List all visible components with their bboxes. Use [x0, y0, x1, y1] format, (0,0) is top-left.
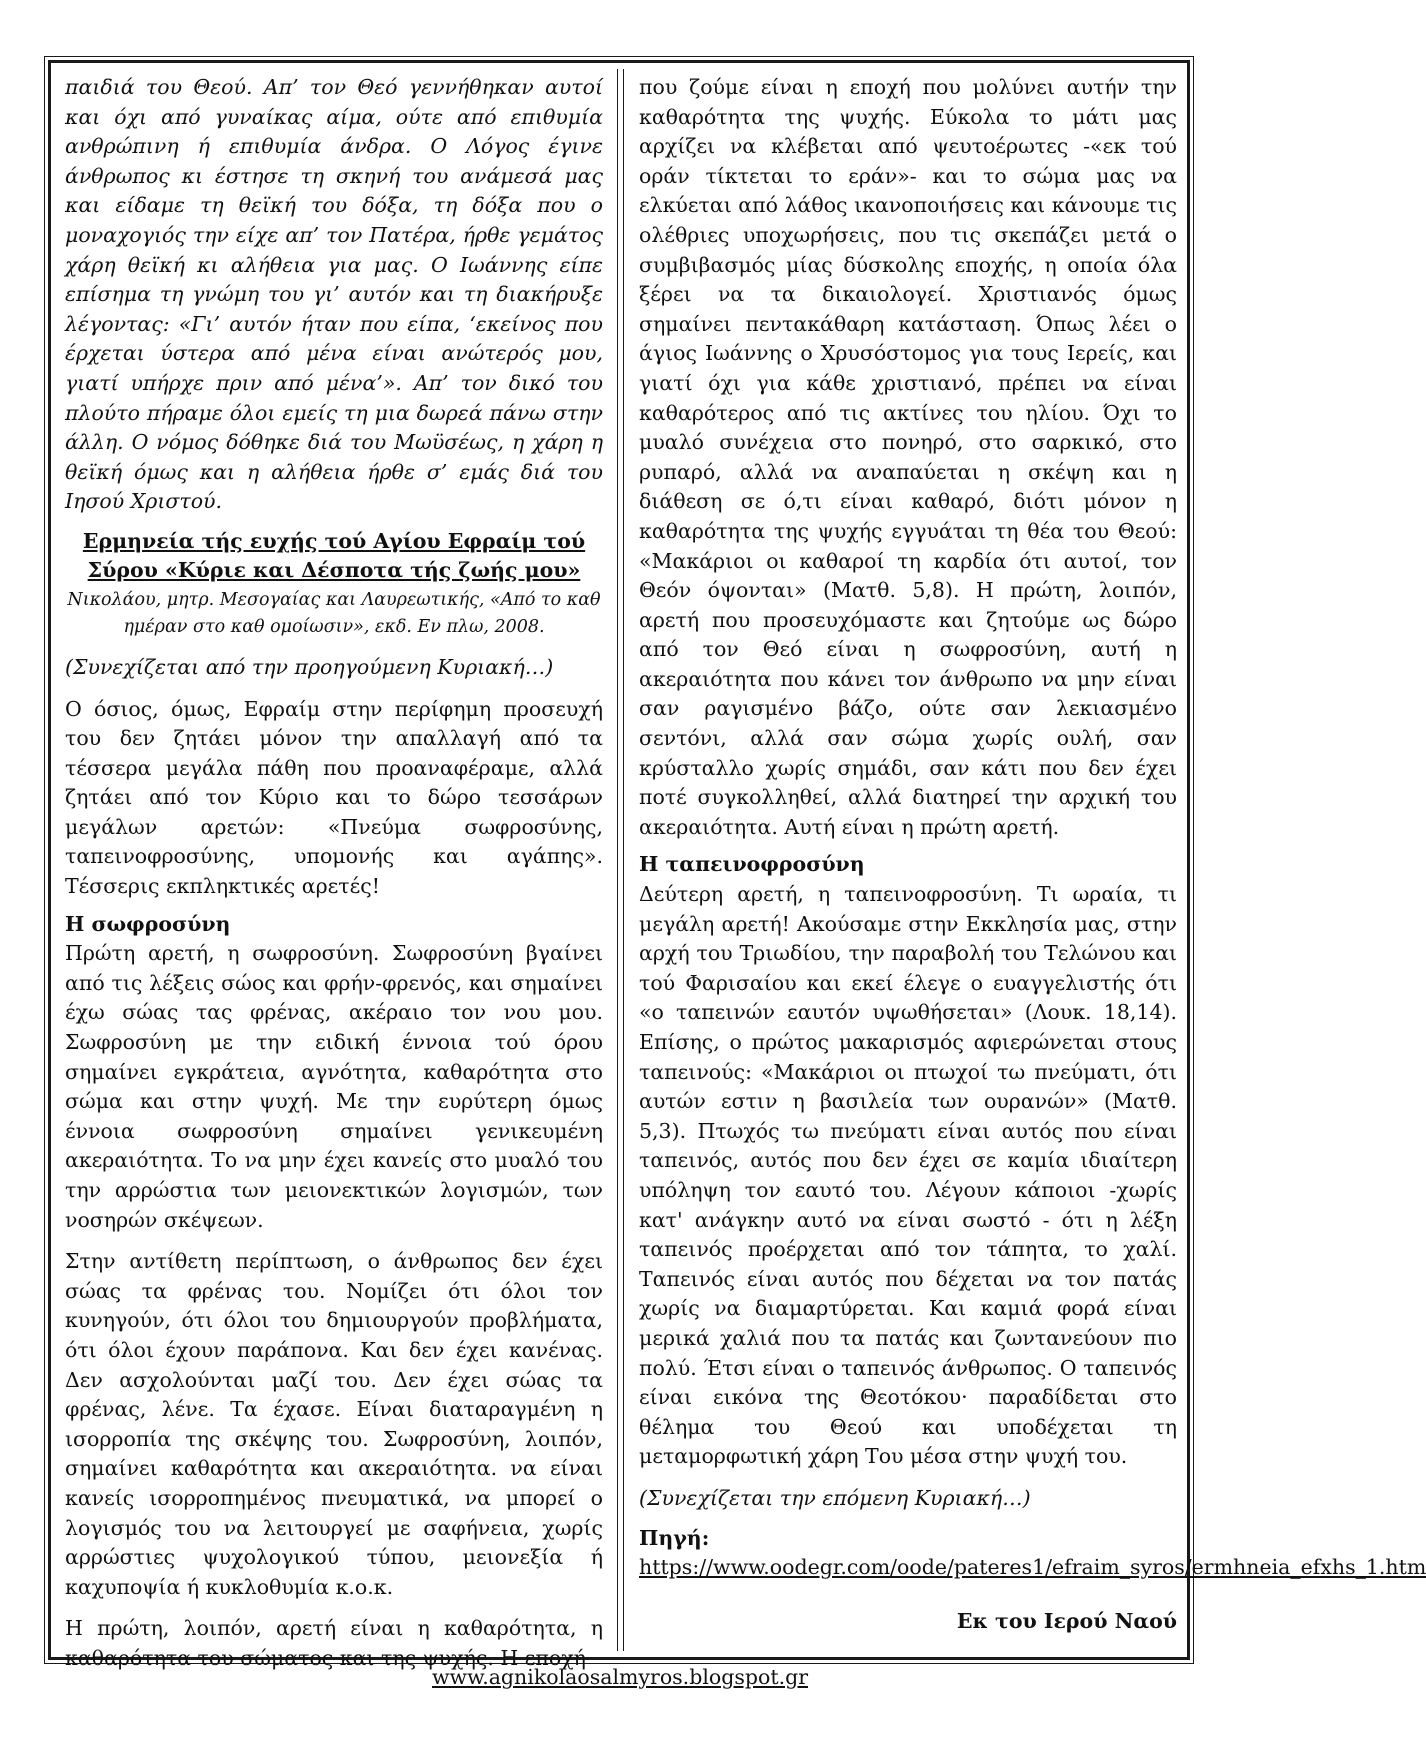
section-heading-humility: Η ταπεινοφροσύνη	[639, 852, 865, 877]
section-heading-sophrosyne: Η σωφροσύνη	[65, 911, 231, 936]
continued-next-note: (Συνεχίζεται την επόμενη Κυριακή…)	[639, 1485, 1031, 1510]
left-column	[65, 73, 603, 1674]
sophrosyne-paragraph-1: Πρώτη αρετή, η σωφροσύνη. Σωφροσύνη βγαίνει από τις λέξεις σώος και φρήν-φρενός, και σημαίνει έχω σώας τας φρένας, ακέραιο τον νου μου. Σωφροσύνη με την ειδική έννοια τού όρου σημαίνει εγκράτεια, αγνότητα, καθαρότητα στο σώμα και στην ψυχή. Με την ευρύτερη όμως έννοια σωφροσύνη σημαίνει γενικευμένη ακεραιότητα. Το να μην έχει κανείς στο μυαλό του την αρρώστια των μειονεκτικών λογισμών, των νοσηρών σκέψεων.	[65, 941, 603, 1232]
continued-from-note: (Συνεχίζεται από την προηγούμενη Κυριακή…)	[65, 654, 554, 679]
intro-paragraph: Ο όσιος, όμως, Εφραίμ στην περίφημη προσευχή του δεν ζητάει μόνον την απαλλαγή από τα τέσσερα μεγάλα πάθη που προαναφέραμε, αλλά ζητάει από τον Κύριο και το δώρο τεσσάρων μεγάλων αρετών: «Πνεύμα σωφροσύνης, ταπεινοφροσύνης, υπομονής και αγάπης». Τέσσερις εκπληκτικές αρετές!	[65, 696, 603, 899]
article-title: Ερμηνεία τής ευχής τού Αγίου Εφραίμ τού Σύρου «Κύριε και Δέσποτα τής ζωής μου»	[82, 528, 586, 582]
column-divider	[617, 69, 624, 1651]
page-frame	[48, 60, 1426, 1670]
signature: Εκ του Ιερού Ναού	[956, 1608, 1177, 1633]
source-label: Πηγή:	[639, 1525, 710, 1550]
source-link[interactable]: https://www.oodegr.com/oode/pateres1/efraim_syros/ermhneia_efxhs_1.htm	[639, 1555, 1426, 1580]
sophrosyne-paragraph-2: Στην αντίθετη περίπτωση, ο άνθρωπος δεν έχει σώας τα φρένας του. Νομίζει ότι όλοι τον κυνηγούν, ότι όλοι του δημιουργούν προβλήματα, ότι όλοι έχουν παράπονα. Και δεν έχει κανένας. Δεν ασχολούνται μαζί του. Δεν έχει σώας τα φρένας, λένε. Τα έχασε. Είναι διαταραγμένη η ισορροπία της σκέψης του. Σωφροσύνη, λοιπόν, σημαίνει καθαρότητα και ακεραιότητα. να είναι κανείς ισορροπημένος πνευματικά, να μπορεί ο λογισμός του να λειτουργεί με σαφήνεια, χωρίς αρρώστιες ψυχολογικού τύπου, μειονεξία ή καχυποψία ή κυκλοθυμία κ.ο.κ.	[65, 1249, 603, 1599]
humility-paragraph: Δεύτερη αρετή, η ταπεινοφροσύνη. Τι ωραία, τι μεγάλη αρετή! Ακούσαμε στην Εκκλησία μας, στην αρχή του Τριωδίου, την παραβολή του Τελώνου και τού Φαρισαίου και εκεί έλεγε ο ευαγγελιστής ότι «ο ταπεινών εαυτόν υψωθήσεται» (Λουκ. 18,14). Επίσης, ο πρώτος μακαρισμός αφιερώνεται στους ταπεινούς: «Μακάριοι οι πτωχοί τω πνεύματι, ότι αυτών εστιν η βασιλεία των ουρανών» (Ματθ. 5,3). Πτωχός τω πνεύματι είναι αυτός που είναι ταπεινός, αυτός που δεν έχει σε καμία ιδιαίτερη υπόληψη τον εαυτό του. Λέγουν κάποιοι -χωρίς κατ' ανάγκην αυτό να είναι σωστό - ότι η λέξη ταπεινός προέρχεται από τον τάπητα, το χαλί. Ταπεινός είναι αυτός που δέχεται να τον πατάς χωρίς να διαμαρτύρεται. Και καμιά φορά είναι μερικά χαλιά που τα πατάς και ζωντανεύουν πιο πολύ. Έτσι είναι ο ταπεινός άνθρωπος. Ο ταπεινός είναι εικόνα της Θεοτόκου· παραδίδεται στο θέλημα του Θεού και υποδέχεται τη μεταμορφωτική χάρη Του μέσα στην ψυχή του.	[639, 882, 1177, 1469]
sophrosyne-continuation: που ζούμε είναι η εποχή που μολύνει αυτήν την καθαρότητα της ψυχής. Εύκολα το μάτι μας αρχίζει να κλέβεται από ψευτοέρωτες -«εκ τού οράν τίκτεται το εράν»- και το σώμα μας να ελκύεται από λάθος ικανοποιήσεις και κάνουμε τις ολέθριες υποχωρήσεις, που τις σκεπάζει μετά ο συμβιβασμός μίας δύσκολης εποχής, η οποία όλα ξέρει να τα δικαιολογεί. Χριστιανός όμως σημαίνει πεντακάθαρη κατάσταση. Όπως λέει ο άγιος Ιωάννης ο Χρυσόστομος για τους Ιερείς, και γιατί όχι για κάθε χριστιανό, πρέπει να είναι καθαρότερος από τις ακτίνες του ηλίου. Όχι το μυαλό συνέχεια στο πονηρό, στο σαρκικό, στο ρυπαρό, αλλά να αναπαύεται η σκέψη και η διάθεση σε ό,τι είναι καθαρό, διότι μόνον η καθαρότητα της ψυχής εγγυάται τη θέα του Θεού: «Μακάριοι οι καθαροί τη καρδία ότι αυτοί, τον Θεόν όψονται» (Ματθ. 5,8). Η πρώτη, λοιπόν, αρετή που προσευχόμαστε και ζητούμε ως δώρο από τον Θεό είναι η σωφροσύνη, αυτή η ακεραιότητα που κάνει τον άνθρωπο να μην είναι σαν ραγισμένο βάζο, ούτε σαν λεκιασμένο σεντόνι, αλλά σαν σώμα χωρίς ουλή, σαν κρύσταλλο χωρίς σημάδι, σαν κάτι που δεν έχει ποτέ συγκολληθεί, αλλά διατηρεί την αρχική του ακεραιότητα. Αυτή είναι η πρώτη αρετή.	[639, 75, 1177, 839]
right-column	[639, 73, 1426, 1636]
footer-site-link[interactable]: www.agnikolaosalmyros.blogspot.gr	[431, 1665, 809, 1689]
article-citation: Νικολάου, μητρ. Μεσογαίας και Λαυρεωτικής, «Από το καθ ημέραν στο καθ ομοίωσιν», εκδ. Εν πλω, 2008.	[67, 589, 601, 637]
sophrosyne-paragraph-3: Η πρώτη, λοιπόν, αρετή είναι η καθαρότητα, η καθαρότητα του σώματος και της ψυχής. Η εποχή	[65, 1616, 603, 1670]
gospel-quote: παιδιά του Θεού. Απ’ τον Θεό γεννήθηκαν αυτοί και όχι από γυναίκας αίμα, ούτε από επιθυμία ανθρώπινη ή επιθυμία άνδρα. Ο Λόγος έγινε άνθρωπος κι έστησε τη σκηνή του ανάμεσά μας και είδαμε τη θεϊκή του δόξα, τη δόξα που ο μοναχογιός την είχε απ’ τον Πατέρα, ήρθε γεμάτος χάρη θεϊκή κι αλήθεια για μας. Ο Ιωάννης είπε επίσημα τη γνώμη του γι’ αυτόν και τη διακήρυξε λέγοντας: «Γι’ αυτόν ήταν που είπα, ‘εκείνος που έρχεται ύστερα από μένα είναι ανώτερός μου, γιατί υπήρχε πριν από μένα’». Απ’ τον δικό του πλούτο πήραμε όλοι εμείς τη μια δωρεά πάνω στην άλλη. Ο νόμος δόθηκε διά του Μωϋσέως, η χάρη η θεϊκή όμως και η αλήθεια ήρθε σ’ εμάς διά του Ιησού Χριστού.	[65, 75, 603, 514]
source-line	[639, 1524, 1426, 1583]
